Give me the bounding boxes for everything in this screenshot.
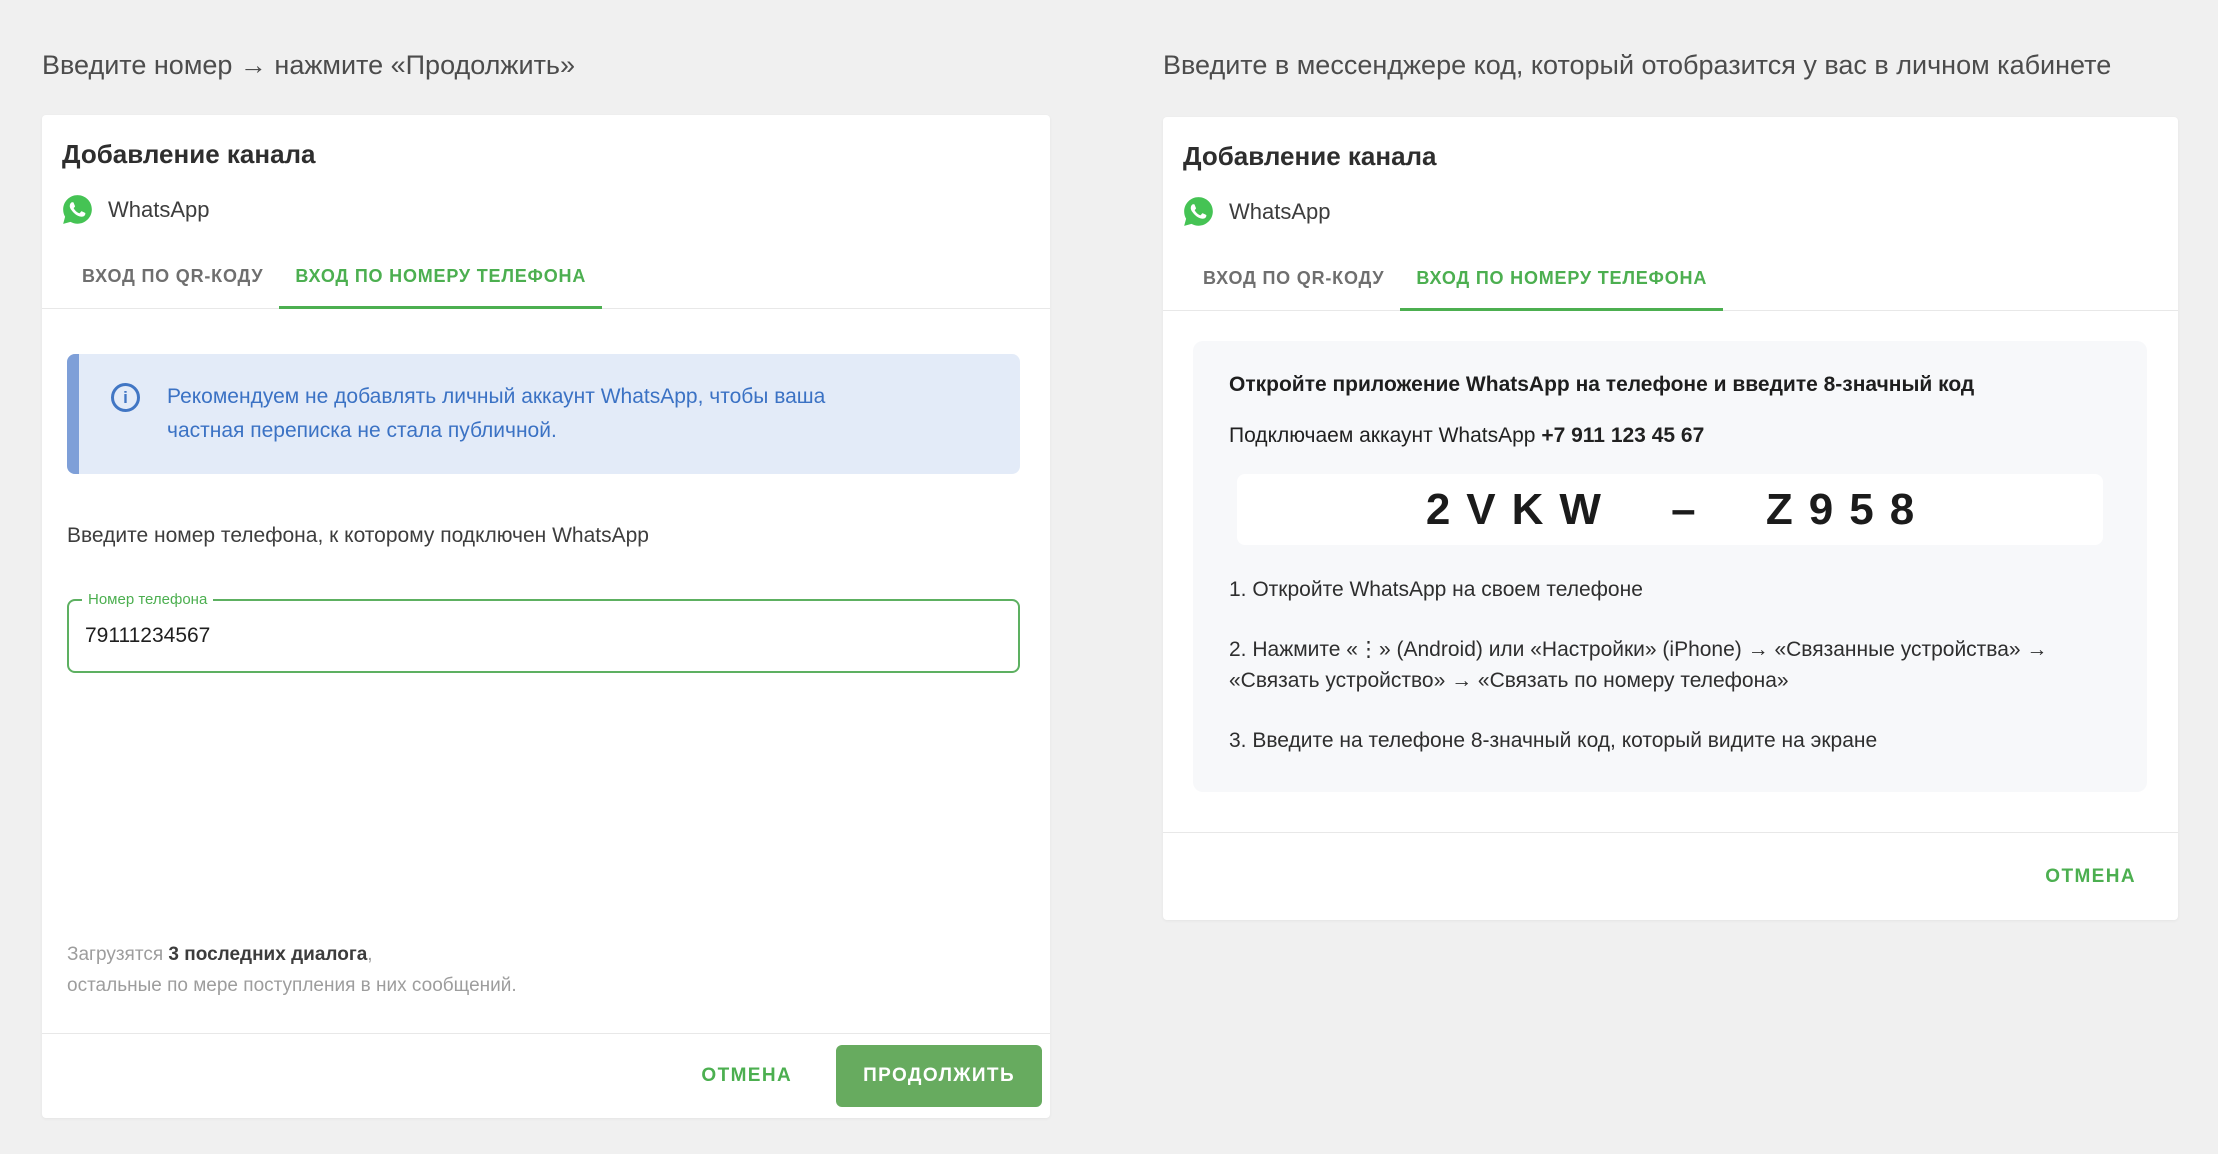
whatsapp-icon: [62, 194, 93, 225]
dialog-footer: [42, 1033, 1050, 1118]
channel-row: [1183, 196, 2154, 227]
code-section-heading: Откройте приложение WhatsApp на телефоне и введите 8-значный код: [1229, 373, 1975, 396]
dialog-header: [42, 115, 1050, 225]
dialog-body: [1163, 311, 2178, 832]
connecting-account-line: Подключаем аккаунт WhatsApp +7 911 123 45 67: [1229, 424, 1705, 447]
phone-number-field-label: Номер телефона: [82, 591, 213, 609]
spacer: [67, 673, 1020, 939]
phone-number-field: [67, 591, 1020, 673]
dialogs-load-note: Загрузятся 3 последних диалога, остальные по мере поступления в них сообщений.: [67, 944, 517, 996]
code-instructions-section: [1193, 341, 2147, 792]
login-method-tabs: [1163, 249, 2178, 311]
continue-button[interactable]: ПРОДОЛЖИТЬ: [836, 1045, 1042, 1107]
login-method-tabs: [42, 247, 1050, 309]
tab-qr-login[interactable]: ВХОД ПО QR-КОДУ: [82, 266, 264, 286]
dialog-header: [1163, 117, 2178, 227]
right-panel: [1163, 0, 2178, 920]
dialog-title: Добавление канала: [1183, 141, 1437, 171]
spacer: [1163, 792, 2178, 832]
add-channel-dialog-code-entry: [1163, 117, 2178, 920]
tab-phone-login[interactable]: ВХОД ПО НОМЕРУ ТЕЛЕФОНА: [279, 247, 602, 309]
left-instruction: Введите номер → нажмите «Продолжить»: [42, 50, 576, 80]
dialog-title: Добавление канала: [62, 139, 316, 169]
whatsapp-icon: [1183, 196, 1214, 227]
info-icon: i: [111, 383, 140, 412]
step-3: 3. Введите на телефоне 8-значный код, который видите на экране: [1229, 729, 1878, 752]
warning-banner: [67, 354, 1020, 474]
dialog-footer: [1163, 832, 2178, 920]
add-channel-dialog-phone-entry: [42, 115, 1050, 1118]
tab-qr-login[interactable]: ВХОД ПО QR-КОДУ: [1203, 268, 1385, 288]
warning-text: Рекомендуем не добавлять личный аккаунт WhatsApp, чтобы ваша частная переписка не стала публичной.: [167, 385, 826, 442]
dialog-body: [42, 309, 1050, 1033]
cancel-button[interactable]: ОТМЕНА: [677, 1045, 816, 1107]
step-1: 1. Откройте WhatsApp на своем телефоне: [1229, 578, 1643, 601]
phone-field-caption: Введите номер телефона, к которому подключен WhatsApp: [67, 524, 649, 547]
phone-number-input[interactable]: [69, 601, 1018, 671]
left-panel: [42, 0, 1050, 1118]
account-phone-number: +7 911 123 45 67: [1541, 424, 1705, 447]
right-instruction: Введите в мессенджере код, который отобразится у вас в личном кабинете: [1163, 50, 2112, 80]
cancel-button[interactable]: ОТМЕНА: [2021, 846, 2160, 908]
pairing-code: 2VKW – Z958: [1237, 474, 2103, 545]
channel-name: WhatsApp: [108, 196, 210, 222]
tab-phone-login[interactable]: ВХОД ПО НОМЕРУ ТЕЛЕФОНА: [1400, 249, 1723, 311]
step-2: 2. Нажмите «⋮» (Android) или «Настройки» (iPhone) → «Связанные устройства» → «Связать устройство» → «Связать по номеру телефона»: [1229, 638, 2048, 692]
channel-name: WhatsApp: [1229, 198, 1331, 224]
channel-row: [62, 194, 1026, 225]
